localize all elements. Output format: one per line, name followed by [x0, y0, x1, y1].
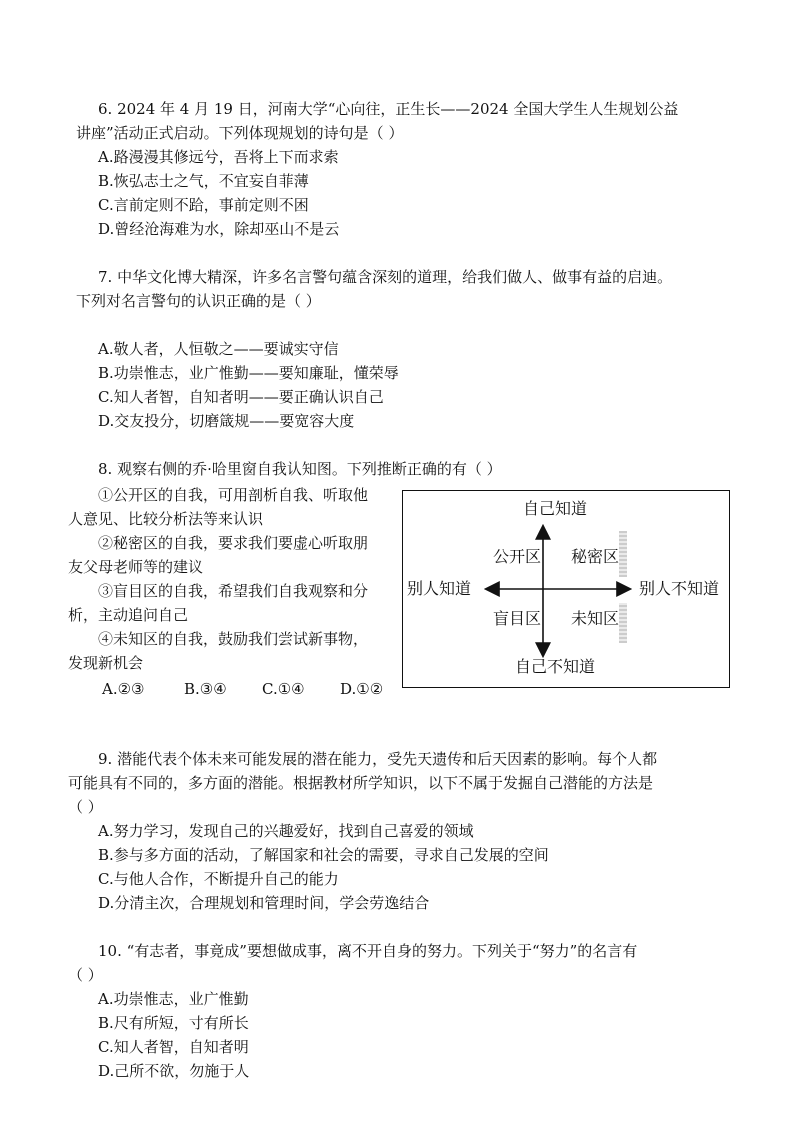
johari-window-diagram — [402, 490, 730, 688]
q6-stem-line1: 6. 2024 年 4 月 19 日，河南大学“心向往，正生长——2024 全国大学生人生规划公益 — [98, 100, 679, 118]
q9-option-d: D.分清主次，合理规划和管理时间，学会劳逸结合 — [98, 894, 430, 912]
quadrant-unknown: 未知区 — [571, 609, 620, 628]
q6-option-b: B.恢弘志士之气，不宜妄自菲薄 — [98, 172, 309, 190]
diagram-label-left: 别人知道 — [407, 579, 472, 598]
q7-stem-line1: 7. 中华文化博大精深，许多名言警句蕴含深刻的道理，给我们做人、做事有益的启迪。 — [98, 268, 673, 286]
q8-stem: 8. 观察右侧的乔·哈里窗自我认知图。下列推断正确的有（ ） — [98, 460, 502, 478]
q10-option-c: C.知人者智，自知者明 — [98, 1038, 249, 1056]
q8-item-1b: 人意见、比较分析法等来认识 — [68, 510, 264, 528]
q10-stem-line2: （ ） — [68, 966, 103, 984]
diagram-label-bottom: 自己不知道 — [515, 657, 596, 676]
q9-option-b: B.参与多方面的活动，了解国家和社会的需要，寻求自己发展的空间 — [98, 846, 549, 864]
q8-choice-a: A.②③ — [102, 680, 145, 698]
q10-option-d: D.己所不欲，勿施于人 — [98, 1062, 250, 1080]
q8-item-4b: 发现新机会 — [68, 654, 144, 672]
q8-choice-c: C.①④ — [262, 680, 305, 698]
q10-option-a: A.功崇惟志，业广惟勤 — [98, 990, 249, 1008]
q6-option-c: C.言前定则不跲，事前定则不困 — [98, 196, 309, 214]
quadrant-hidden: 秘密区 — [571, 547, 620, 566]
q7-option-a: A.敬人者，人恒敬之——要诚实守信 — [98, 340, 339, 358]
q8-choice-b: B.③④ — [184, 680, 227, 698]
q8-choice-d: D.①② — [340, 680, 384, 698]
q8-item-2a: ②秘密区的自我，要求我们要虚心听取朋 — [98, 534, 369, 552]
q6-option-d: D.曾经沧海难为水，除却巫山不是云 — [98, 220, 340, 238]
q9-stem-line1: 9. 潜能代表个体未来可能发展的潜在能力，受先天遗传和后天因素的影响。每个人都 — [98, 750, 658, 768]
q8-item-2b: 友父母老师等的建议 — [68, 558, 204, 576]
q8-item-3a: ③盲目区的自我，希望我们自我观察和分 — [98, 582, 369, 600]
q7-option-b: B.功崇惟志，业广惟勤——要知廉耻，懂荣辱 — [98, 364, 399, 382]
scan-smudge — [619, 603, 627, 643]
diagram-label-top: 自己知道 — [523, 499, 588, 518]
q8-item-4a: ④未知区的自我，鼓励我们尝试新事物， — [98, 630, 369, 648]
q10-option-b: B.尺有所短，寸有所长 — [98, 1014, 249, 1032]
q6-option-a: A.路漫漫其修远兮，吾将上下而求索 — [98, 148, 339, 166]
q9-option-c: C.与他人合作，不断提升自己的能力 — [98, 870, 339, 888]
q7-option-c: C.知人者智，自知者明——要正确认识自己 — [98, 388, 384, 406]
q7-stem-line2: 下列对名言警句的认识正确的是（ ） — [76, 292, 321, 310]
q10-stem-line1: 10. “有志者，事竟成”要想做成事，离不开自身的努力。下列关于“努力”的名言有 — [98, 942, 638, 960]
q6-stem-line2: 讲座”活动正式启动。下列体现规划的诗句是（ ） — [76, 124, 404, 142]
q8-item-3b: 析，主动追问自己 — [68, 606, 189, 624]
scan-smudge — [619, 531, 627, 577]
q9-option-a: A.努力学习，发现自己的兴趣爱好，找到自己喜爱的领域 — [98, 822, 474, 840]
q9-stem-line2: 可能具有不同的，多方面的潜能。根据教材所学知识，以下不属于发掘自己潜能的方法是 — [68, 774, 654, 792]
q9-stem-line3: （ ） — [68, 798, 103, 816]
quadrant-blind: 盲目区 — [493, 609, 542, 628]
diagram-label-right: 别人不知道 — [639, 579, 720, 598]
quadrant-open: 公开区 — [493, 547, 542, 566]
q7-option-d: D.交友投分，切磨箴规——要宽容大度 — [98, 412, 355, 430]
q8-item-1a: ①公开区的自我，可用剖析自我、听取他 — [98, 486, 369, 504]
